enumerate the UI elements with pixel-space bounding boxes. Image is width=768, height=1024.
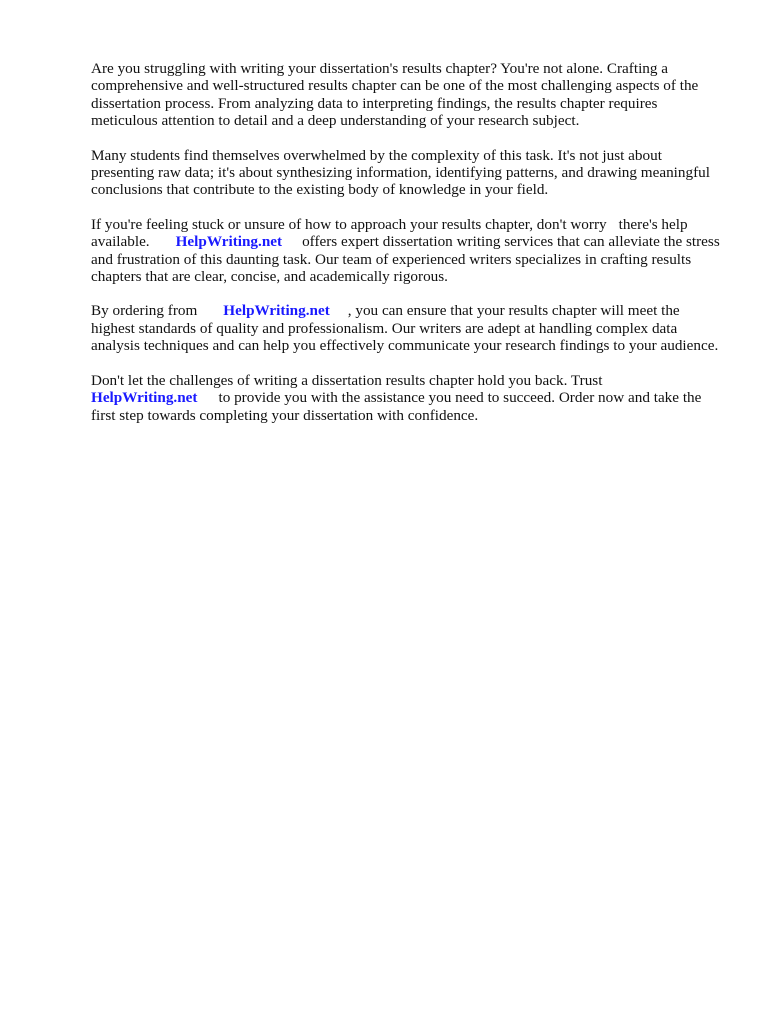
paragraph-ordering-text-start: By ordering from	[91, 302, 198, 320]
helpwriting-link-1[interactable]: HelpWriting.net	[175, 233, 283, 251]
paragraph-closing-text-end: to provide you with the assistance you need to succeed. Order now and take the first step towards completing your dissertation with confidence.	[91, 389, 702, 424]
paragraph-help-text-mid: there's help available.	[91, 215, 688, 251]
helpwriting-link-2[interactable]: HelpWriting.net	[223, 302, 330, 320]
paragraph-help-text-end: offers expert dissertation writing services that can alleviate the stress and frustration of this daunting task. Our team of experienced writers specializes in crafting results chapters that are clear, concise, and academically rigorous.	[91, 233, 720, 286]
paragraph-help	[91, 216, 723, 286]
paragraph-closing	[91, 372, 723, 424]
paragraph-intro: Are you struggling with writing your dissertation's results chapter? You're not alone. Crafting a comprehensive and well-structured results chapter can be one of the most challenging aspects of the dissertation process. From analyzing data to interpreting findings, the results chapter requires meticulous attention to detail and a deep understanding of your research subject.	[91, 60, 699, 130]
paragraph-closing-text-start: Don't let the challenges of writing a dissertation results chapter hold you back. Trust	[91, 371, 603, 389]
document-page	[91, 60, 723, 441]
paragraph-help-text-start: If you're feeling stuck or unsure of how to approach your results chapter, don't worry	[91, 215, 607, 233]
paragraph-ordering-text-end: , you can ensure that your results chapter will meet the highest standards of quality and professionalism. Our writers are adept at handling complex data analysis techniques and can help you effectively communicate your research findings to your audience.	[91, 302, 719, 355]
paragraph-ordering	[91, 302, 723, 354]
paragraph-complexity: Many students find themselves overwhelmed by the complexity of this task. It's not just about presenting raw data; it's about synthesizing information, identifying patterns, and drawing meaningful conclusions that contribute to the existing body of knowledge in your field.	[91, 146, 710, 199]
helpwriting-link-3[interactable]: HelpWriting.net	[91, 389, 198, 407]
